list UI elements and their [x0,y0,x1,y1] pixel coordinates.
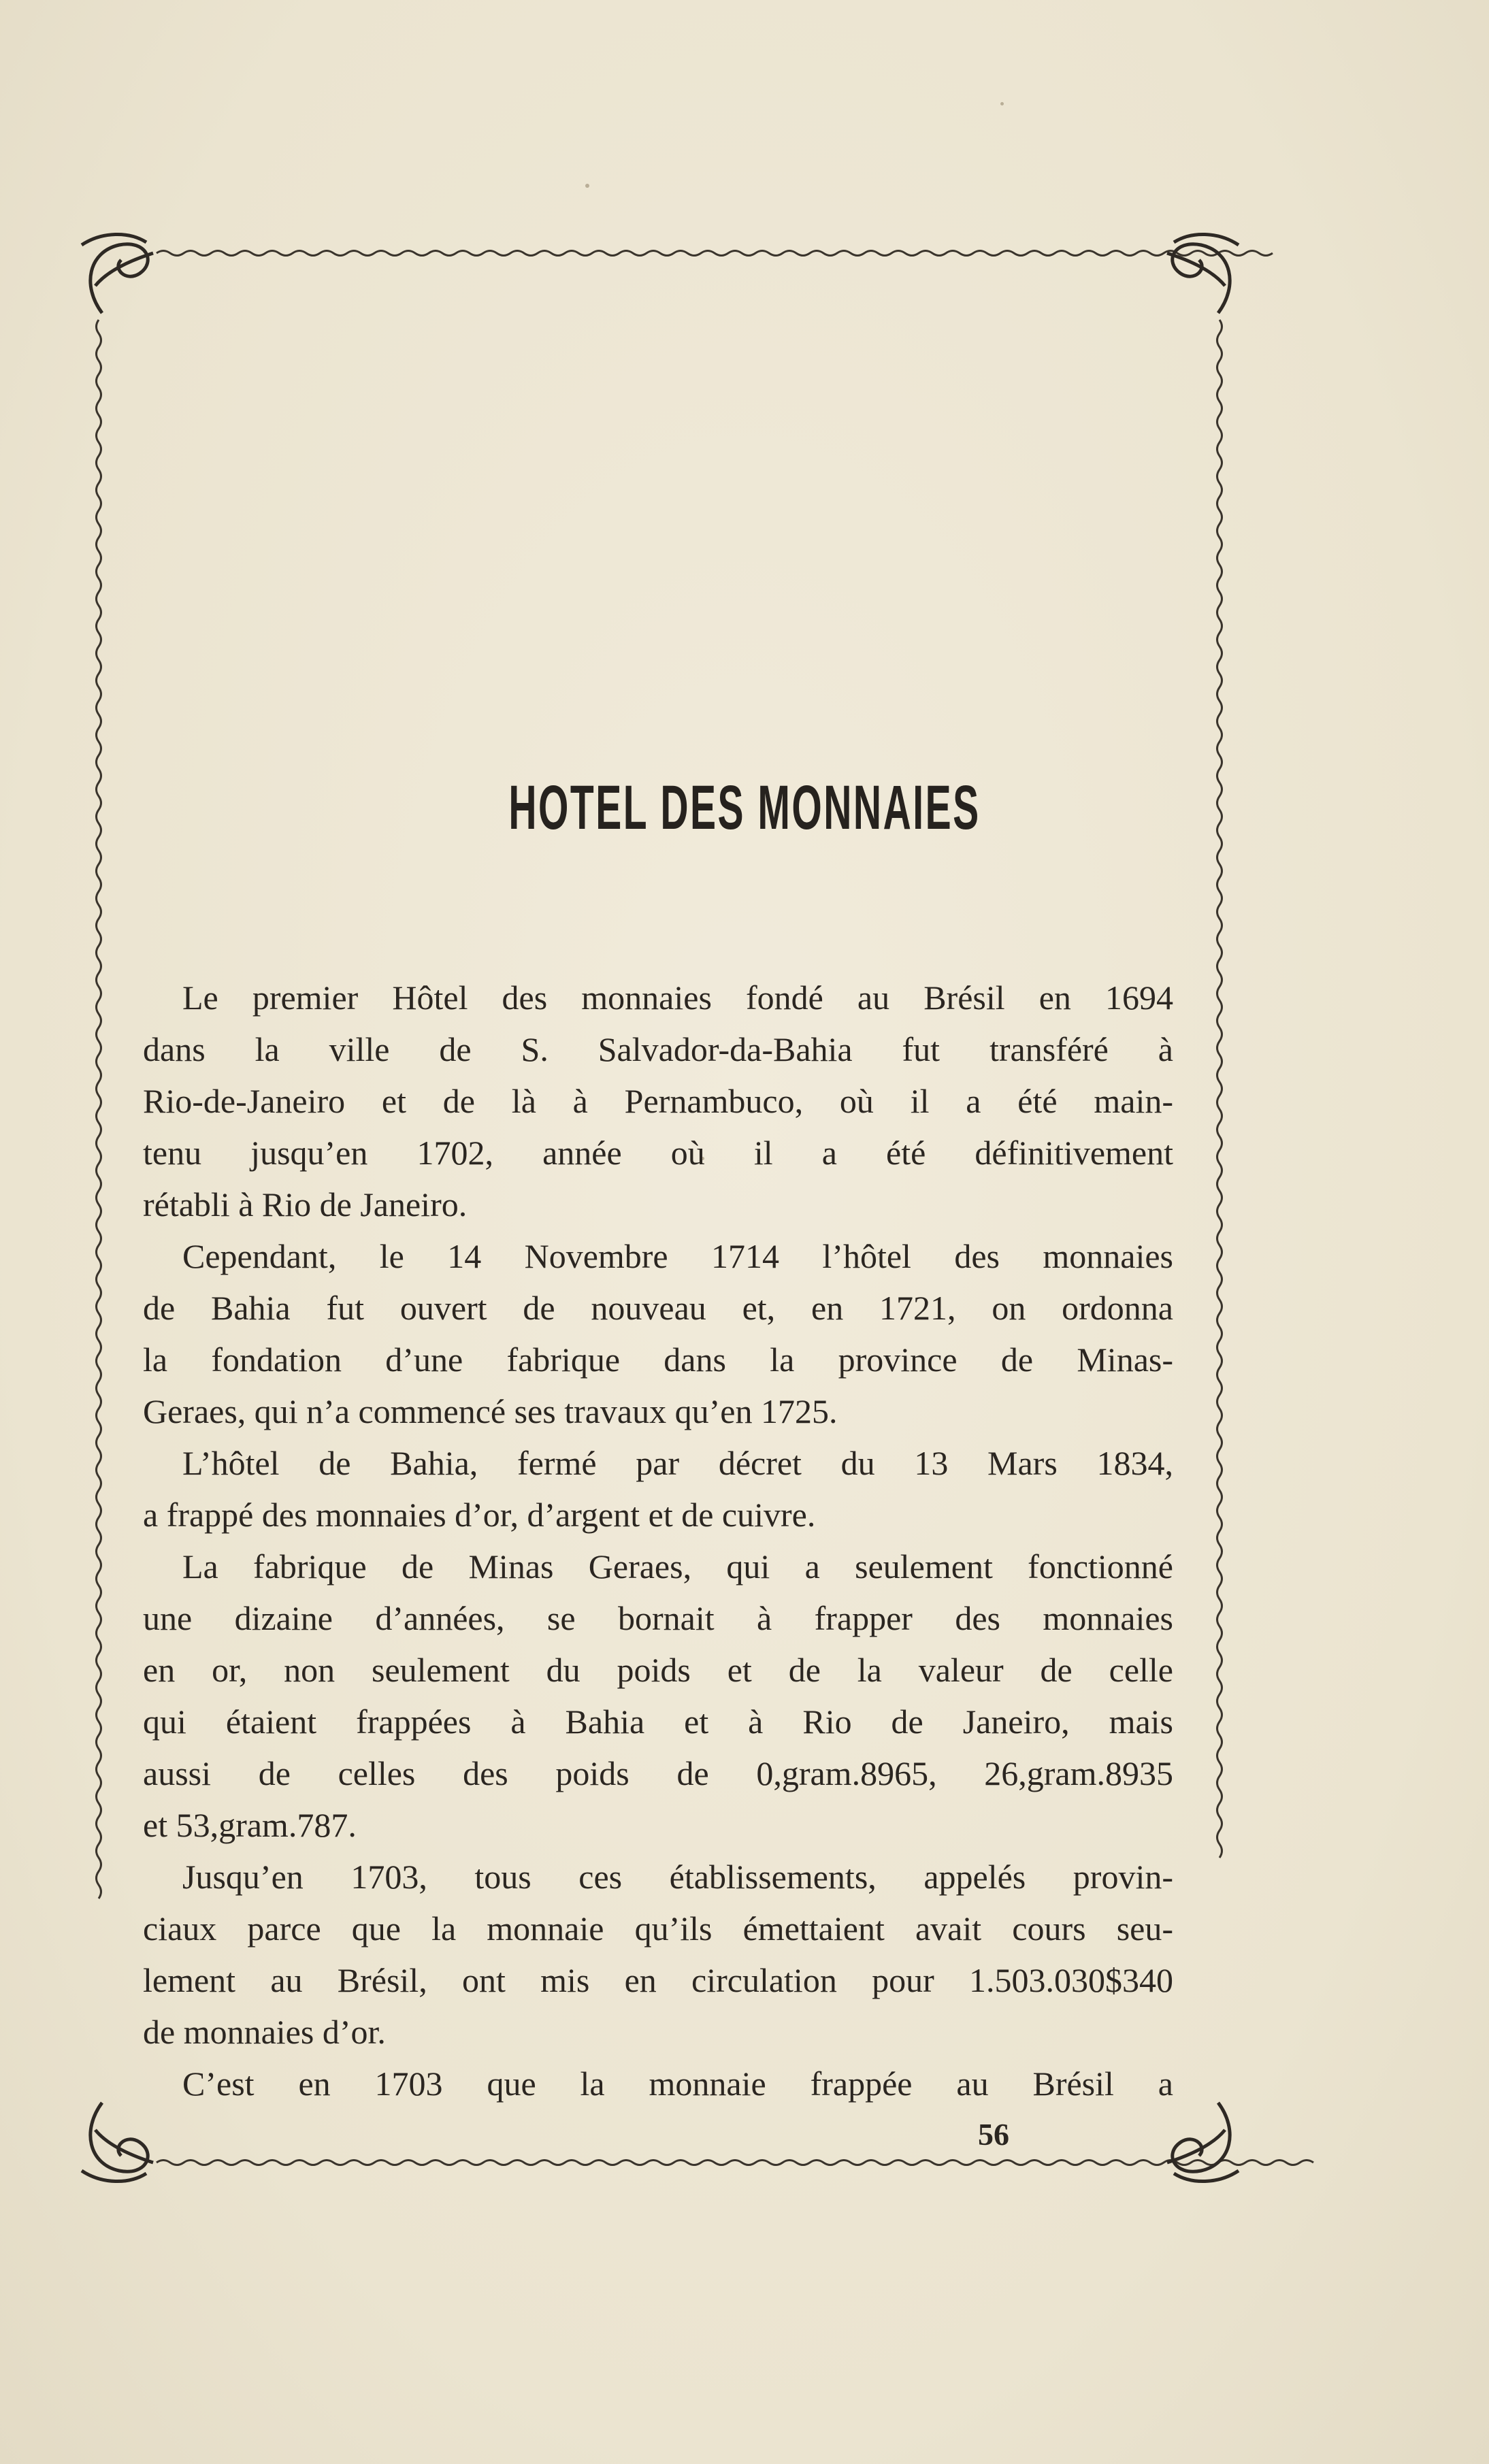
paper-speck [1000,102,1004,105]
bottom-border-rule [157,2161,1313,2165]
corner-flourish-bottom-left [82,2103,153,2182]
text-line: rétabli à Rio de Janeiro. [143,1185,468,1223]
text-line: dans la ville de S. Salvador-da-Bahia fut transféré à [143,1030,1173,1068]
text-line: C’est en 1703 que la monnaie frappée au Brésil a [182,2065,1173,2103]
text-line: qui étaient frappées à Bahia et à Rio de Janeiro, mais [143,1703,1173,1741]
text-line: Rio-de-Janeiro et de là à Pernambuco, où il a été main- [143,1082,1173,1120]
corner-flourish-bottom-right [1167,2103,1239,2182]
text-line: Cependant, le 14 Novembre 1714 l’hôtel des monnaies [182,1237,1173,1275]
text-line: tenu jusqu’en 1702, année où il a été définitivement [143,1134,1173,1172]
left-border-rule [97,320,101,1899]
right-border-rule [1217,320,1222,1858]
text-line: une dizaine d’années, se bornait à frapper des monnaies [143,1599,1173,1637]
corner-flourish-top-left [82,234,153,313]
text-line: la fondation d’une fabrique dans la province de Minas- [143,1341,1173,1379]
text-line: La fabrique de Minas Geraes, qui a seulement fonctionné [182,1547,1173,1586]
text-line: Jusqu’en 1703, tous ces établissements, appelés provin- [182,1858,1173,1896]
paper-speck [585,184,589,188]
text-line: et 53,gram.787. [143,1806,357,1844]
text-line: de Bahia fut ouvert de nouveau et, en 1721, on ordonna [143,1289,1173,1327]
text-line: lement au Brésil, ont mis en circulation pour 1.503.030$340 [143,1961,1173,1999]
text-line: en or, non seulement du poids et de la valeur de celle [143,1651,1173,1689]
text-line: Geraes, qui n’a commencé ses travaux qu’en 1725. [143,1392,838,1430]
text-line: ciaux parce que la monnaie qu’ils émettaient avait cours seu- [143,1909,1173,1948]
text-line: aussi de celles des poids de 0,gram.8965, 26,gram.8935 [143,1754,1173,1792]
text-line: L’hôtel de Bahia, fermé par décret du 13 Mars 1834, [182,1444,1173,1482]
text-line: de monnaies d’or. [143,2013,386,2051]
corner-flourish-top-right [1167,234,1239,313]
text-line: a frappé des monnaies d’or, d’argent et de cuivre. [143,1496,816,1534]
text-line: Le premier Hôtel des monnaies fondé au Brésil en 1694 [182,979,1173,1017]
body-text [143,972,1173,2109]
top-border-rule [157,251,1273,256]
page-title: HOTEL DES MONNAIES [508,773,981,842]
page-number: 56 [978,2117,1009,2152]
